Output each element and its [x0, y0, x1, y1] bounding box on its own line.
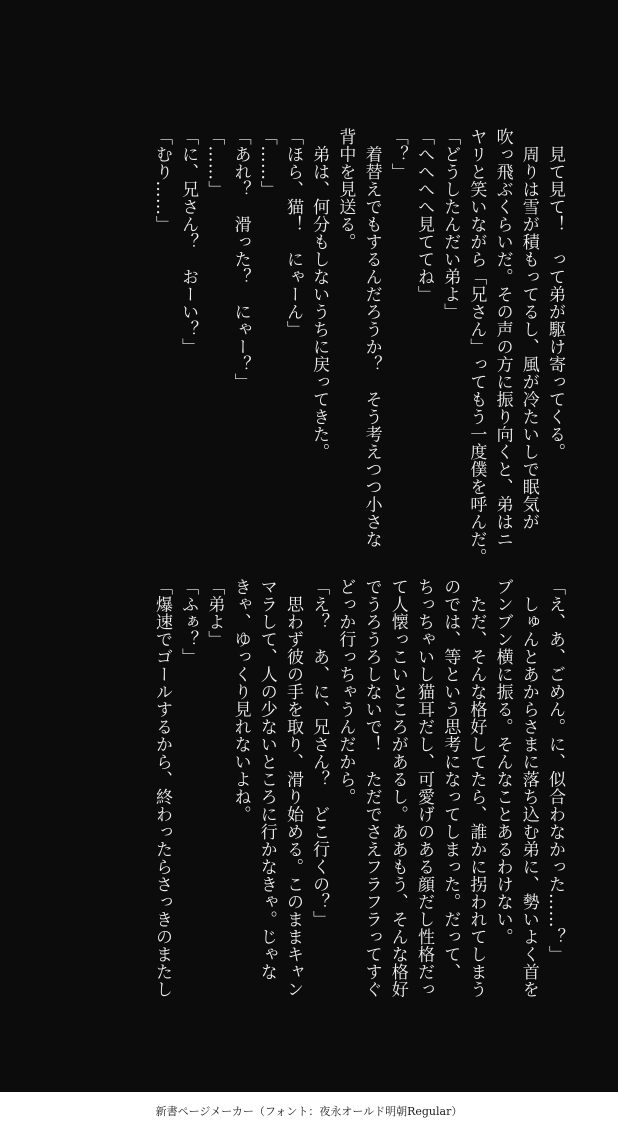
text-line: 「どうしたんだい弟よ」	[440, 128, 461, 321]
text-line: のでは、等という思考になってしまった。だって、	[440, 578, 461, 981]
text-line: 「むり……」	[151, 128, 172, 233]
text-line: マラして、人の少ないところに行かなきゃ。じゃな	[256, 578, 277, 981]
text-line: きゃ、ゆっくり見れないよね。	[230, 578, 251, 823]
text-line: どっか行っちゃうんだから。	[335, 578, 356, 806]
text-line: ちっちゃいし猫耳だし、可愛げのある顔だし性格だっ	[413, 578, 434, 998]
text-line: 見て見て！ って弟が駆け寄ってくる。	[545, 128, 565, 461]
text-line: 「弟よ」	[204, 578, 225, 648]
credit-footer: 新書ページメーカー（フォント：夜永オールド明朝Regular）	[0, 1092, 618, 1132]
text-line: 「え、あ、ごめん。に、似合わなかった……？」	[545, 578, 565, 963]
text-line: 「へへへへ見ててね」	[413, 128, 434, 303]
text-line: 「……」	[204, 128, 225, 198]
text-line: ブンブン横に振る。そんなことあるわけない。	[492, 578, 513, 946]
text-line: 思わず彼の手を取り、滑り始める。このままキャン	[282, 578, 303, 998]
text-line: 着替えでもするんだろうか？ そう考えつつ小さな	[361, 128, 382, 548]
text-line: 周りは雪が積もってるし、風が冷たいしで眠気が	[518, 128, 539, 531]
text-line: 背中を見送る。	[335, 128, 356, 251]
text-line: 「え？ あ、に、兄さん？ どこ行くの？」	[309, 578, 330, 928]
text-line: ただ、そんな格好してたら、誰かに拐われてしまう	[466, 578, 487, 998]
text-line: 「ほら、猫！ にゃーん」	[282, 128, 303, 338]
text-line: 「……」	[256, 128, 277, 198]
text-line: ヤリと笑いながら「兄さん」ってもう一度僕を呼んだ。	[466, 128, 487, 566]
text-line: て人懐っこいところがあるし。ああもう、そんな格好	[387, 578, 408, 998]
text-line: しゅんとあからさまに落ち込む弟に、勢いよく首を	[518, 578, 539, 998]
text-line: 「あれ？ 滑った？ にゃー？」	[230, 128, 251, 391]
text-line: 「爆速でゴールするから、終わったらさっきのまたし	[151, 578, 172, 998]
lower-text-block	[149, 578, 568, 1018]
text-line: 「に、兄さん？ おーい？」	[178, 128, 199, 356]
text-line: でうろうろしないで！ ただでさえフラフラってすぐ	[361, 578, 382, 998]
text-line: 吹っ飛ぶくらいだ。その声の方に振り向くと、弟はニ	[492, 128, 513, 548]
text-line: 弟は、何分もしないうちに戻ってきた。	[309, 128, 330, 461]
upper-text-block	[149, 128, 568, 566]
text-line: 「？」	[387, 128, 408, 181]
text-line: 「ふぁ？」	[178, 578, 199, 666]
